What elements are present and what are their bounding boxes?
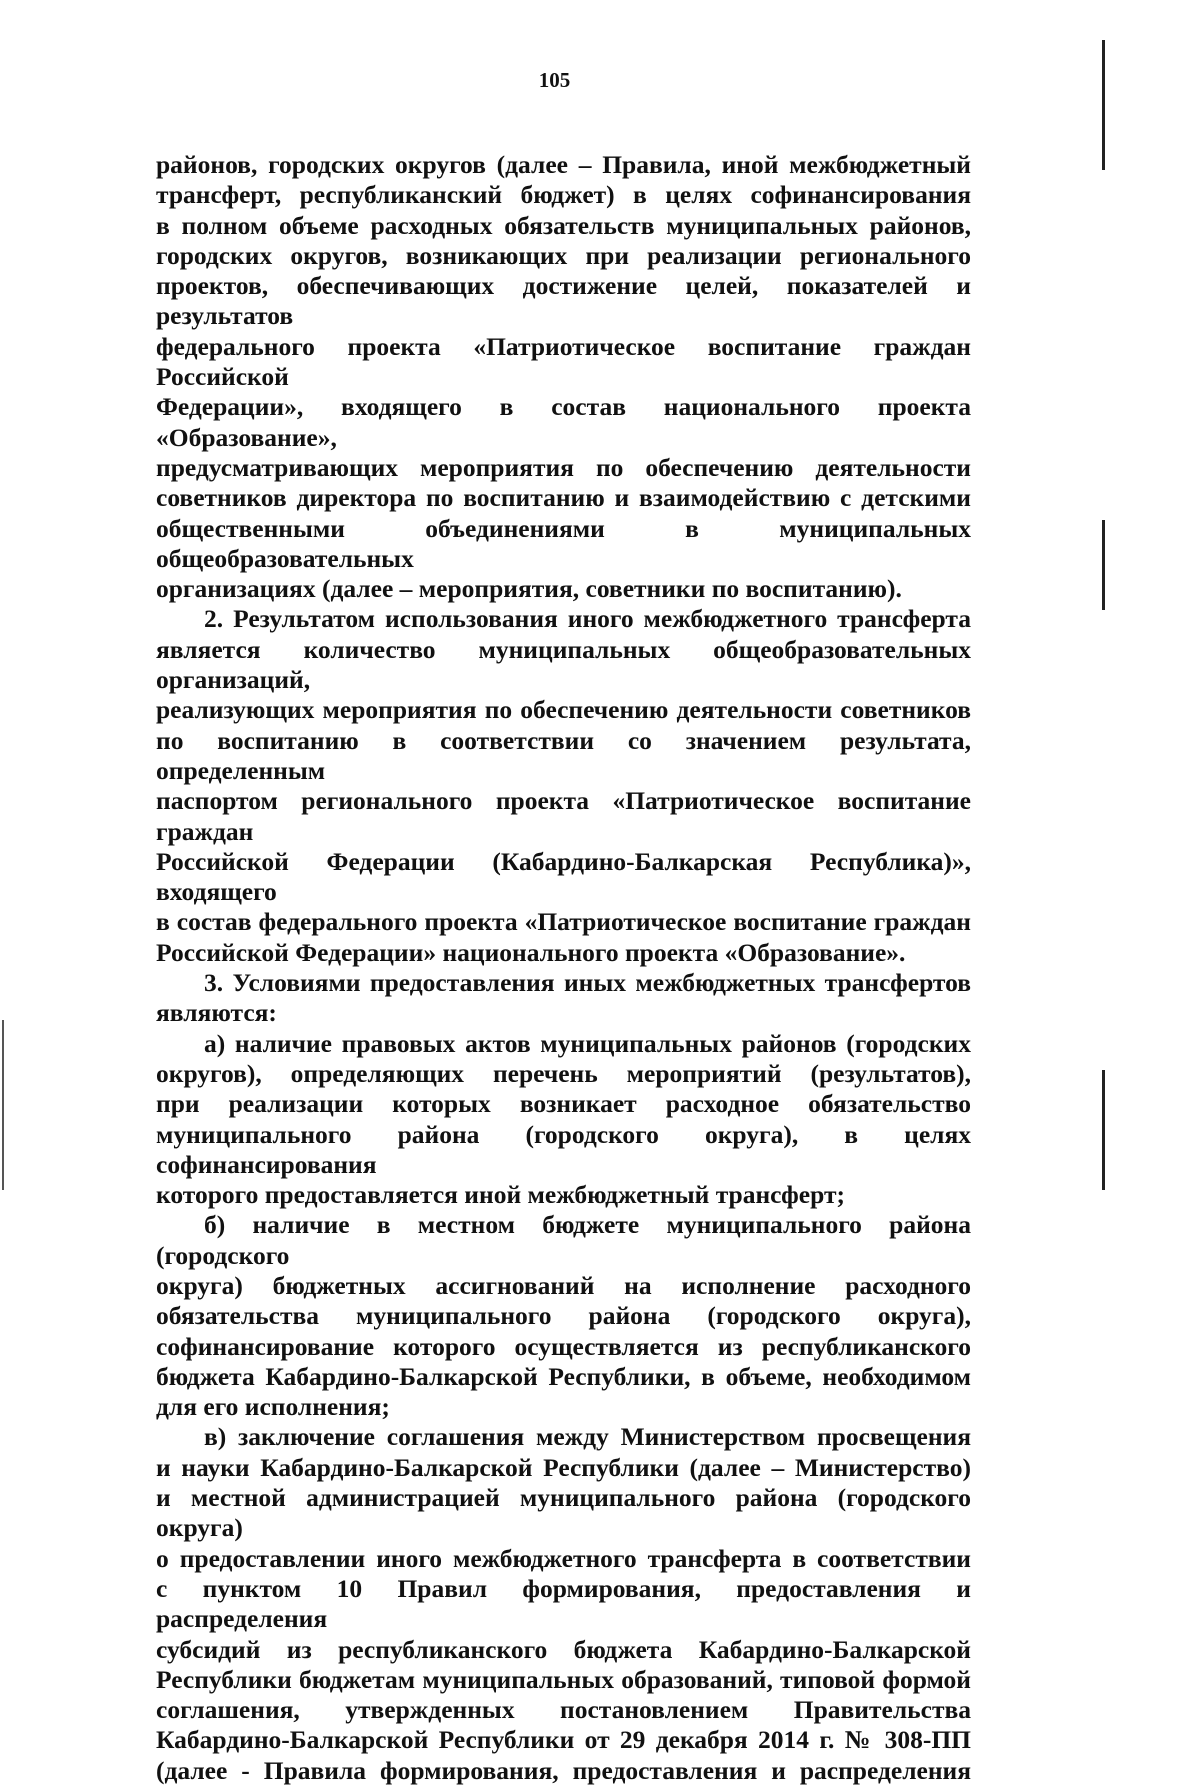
scan-edge-mark [1102,1070,1105,1190]
paragraph-subitem-v [156,1422,971,1786]
text-line: б) наличие в местном бюджете муниципального района (городского [156,1210,971,1270]
text-line: 2. Результатом использования иного межбюджетного трансферта [204,604,971,634]
text-line: с пунктом 10 Правил формирования, предоставления и распределения [156,1573,971,1634]
text-line: городских округов, возникающих при реализации регионального [156,240,971,270]
text-line: в полном объеме расходных обязательств муниципальных районов, [156,210,971,240]
text-line: Российской Федерации» национального проекта «Образование». [156,937,906,967]
scan-edge-mark [1102,40,1105,170]
text-line: а) наличие правовых актов муниципальных районов (городских [204,1028,971,1058]
text-line: которого предоставляется иной межбюджетный трансферт; [156,1180,845,1210]
paragraph-subitem-a [156,1029,971,1211]
text-line: общественными объединениями в муниципальных общеобразовательных [156,513,971,573]
paragraph-continuation [156,150,971,604]
text-line: и науки Кабардино-Балкарской Республики (далее – Министерство) [156,1452,971,1482]
text-line: обязательства муниципального района (городского округа), [156,1301,971,1331]
text-line: для его исполнения; [156,1392,390,1422]
text-line: и местной администрацией муниципального района (городского округа) [156,1483,971,1543]
text-line: в состав федерального проекта «Патриотическое воспитание граждан [156,907,971,937]
text-line: соглашения, утвержденных постановлением Правительства [156,1695,971,1725]
text-line: округов), определяющих перечень мероприятий (результатов), [156,1058,971,1088]
text-line: Федерации», входящего в состав национального проекта «Образование», [156,392,971,452]
text-line: реализующих мероприятия по обеспечению деятельности советников [156,695,971,725]
text-line: субсидий из республиканского бюджета Кабардино-Балкарской [156,1634,971,1664]
document-body [156,150,971,1786]
text-line: Российской Федерации (Кабардино-Балкарская Республика)», входящего [156,846,971,907]
text-line: муниципального района (городского округа), в целях софинансирования [156,1119,971,1179]
text-line: по воспитанию в соответствии со значением результата, определенным [156,725,971,785]
text-line: (далее - Правила формирования, предоставления и распределения [156,1755,971,1785]
scan-edge-mark [1102,520,1105,610]
text-line: округа) бюджетных ассигнований на исполнение расходного [156,1270,971,1300]
text-line: является количество муниципальных общеобразовательных организаций, [156,634,971,695]
text-line: являются: [156,998,277,1028]
text-line: софинансирование которого осуществляется из республиканского [156,1331,971,1361]
paragraph-item-2 [156,604,971,968]
paragraph-item-3 [156,968,971,1029]
scan-edge-mark [2,1020,4,1190]
text-line: районов, городских округов (далее – Правила, иной межбюджетный [156,150,971,179]
text-line: в) заключение соглашения между Министерством просвещения [204,1422,971,1452]
text-line: проектов, обеспечивающих достижение целей, показателей и результатов [156,271,971,331]
paragraph-subitem-b [156,1210,971,1422]
text-line: при реализации которых возникает расходное обязательство [156,1089,971,1119]
text-line: о предоставлении иного межбюджетного трансферта в соответствии [156,1543,971,1573]
text-line: 3. Условиями предоставления иных межбюджетных трансфертов [204,968,971,998]
text-line: советников директора по воспитанию и взаимодействию с детскими [156,483,971,513]
page-number: 105 [538,68,571,92]
text-line: Республики бюджетам муниципальных образований, типовой формой [156,1664,971,1694]
text-line: федерального проекта «Патриотическое воспитание граждан Российской [156,331,971,392]
text-line: организациях (далее – мероприятия, советники по воспитанию). [156,574,902,604]
text-line: трансферт, республиканский бюджет) в целях софинансирования [156,180,971,210]
text-line: паспортом регионального проекта «Патриотическое воспитание граждан [156,786,971,846]
text-line: бюджета Кабардино-Балкарской Республики, в объеме, необходимом [156,1361,971,1391]
text-line: Кабардино-Балкарской Республики от 29 декабря 2014 г. № 308-ПП [156,1725,971,1755]
text-line: предусматривающих мероприятия по обеспечению деятельности [156,452,971,482]
